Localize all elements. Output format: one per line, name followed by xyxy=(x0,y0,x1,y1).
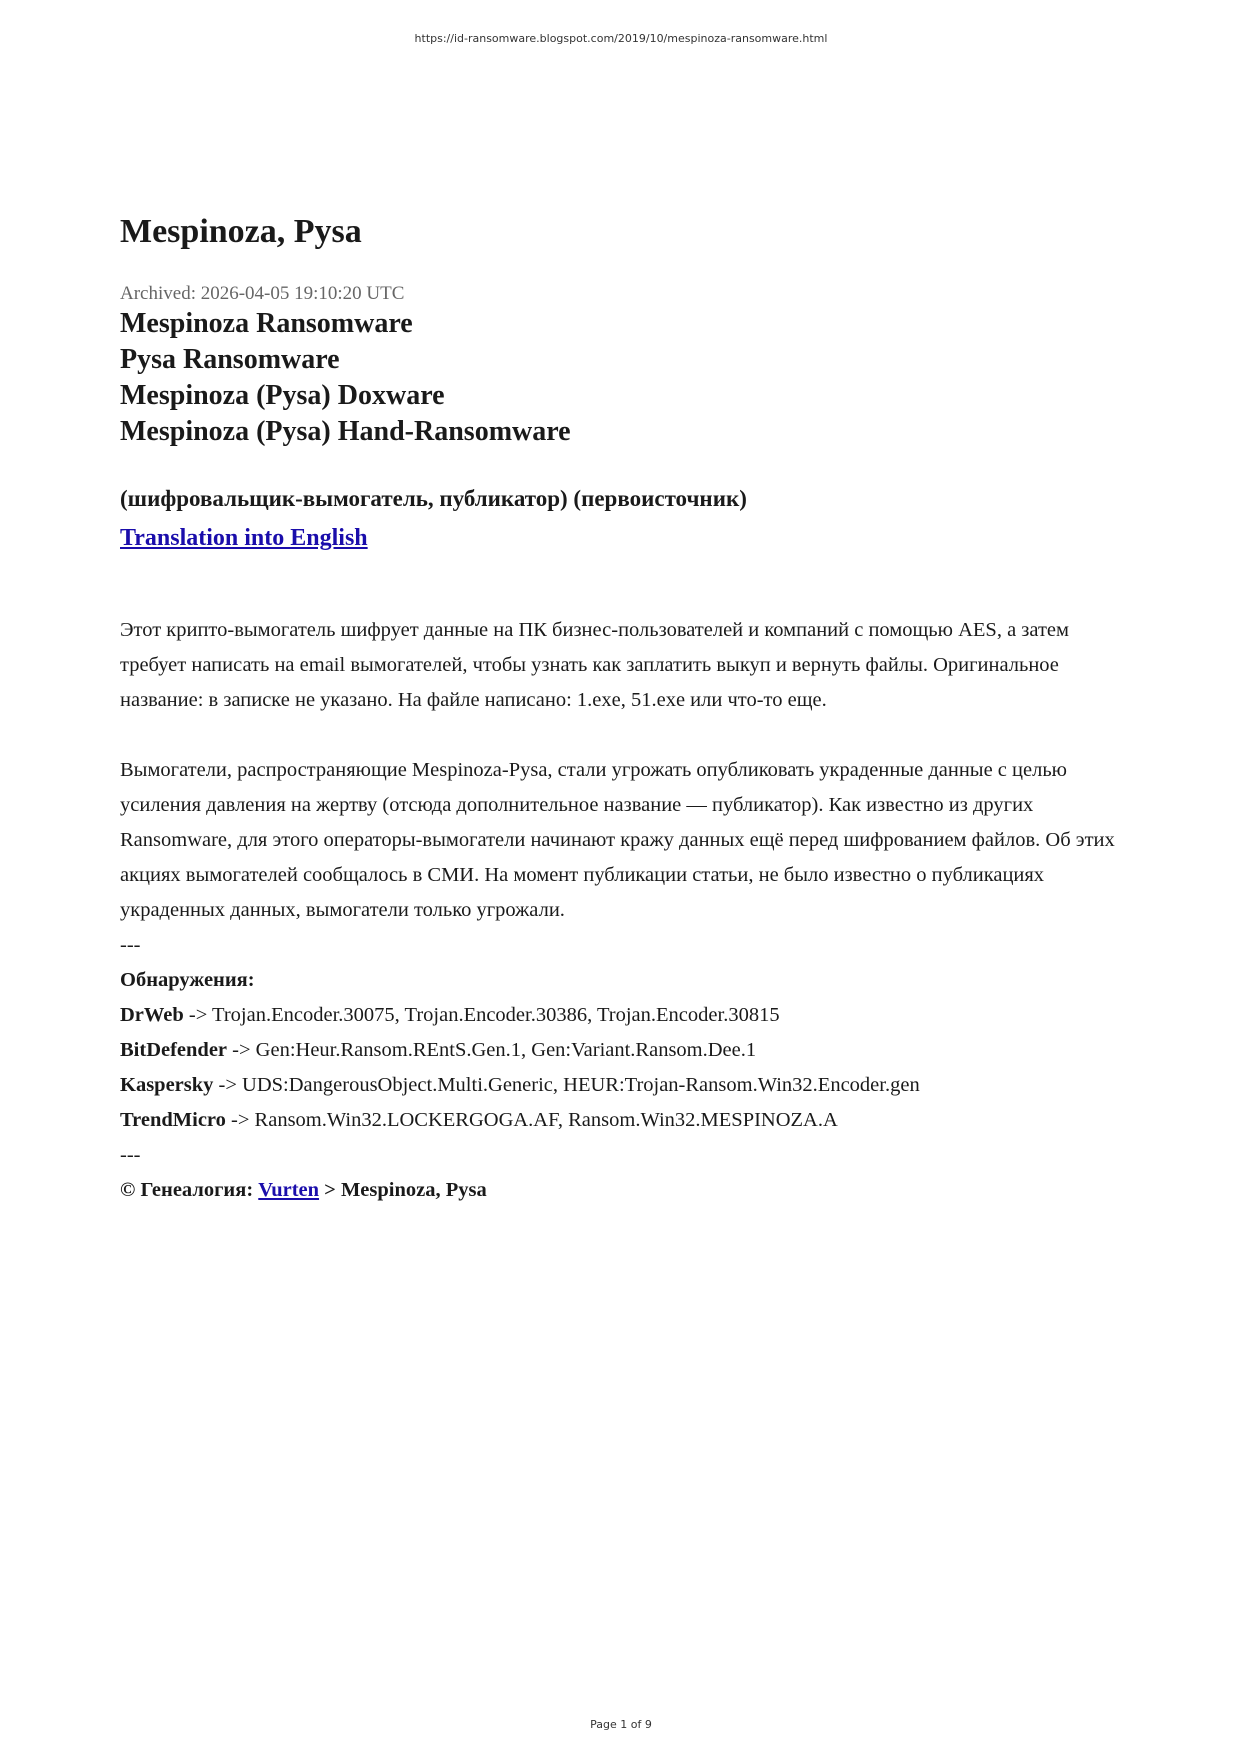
detection-row xyxy=(120,1068,1130,1103)
detection-vendor: TrendMicro xyxy=(120,1109,226,1131)
paragraph-threats: Вымогатели, распространяющие Mespinoza-Pysa, стали угрожать опубликовать украденные данные с целью усиления давления на жертву (отсюда дополнительное название — публикатор). Как известно из других Ransomware, для этого операторы-вымогатели начинают кражу данных ещё перед шифрованием файлов. Об этих акциях вымогателей сообщалось в СМИ. На момент публикации статьи, не было известно о публикациях украденных данных, вымогатели только угрожали. xyxy=(120,759,1115,921)
detection-vendor: Kaspersky xyxy=(120,1074,214,1096)
detection-vendor: DrWeb xyxy=(120,1004,184,1026)
detection-row xyxy=(120,1103,1130,1138)
detection-result: -> UDS:DangerousObject.Multi.Generic, HEUR:Trojan-Ransom.Win32.Encoder.gen xyxy=(213,1074,920,1096)
description-line: (шифровальщик-вымогатель, публикатор) (первоисточник) xyxy=(120,486,747,511)
detection-result: -> Trojan.Encoder.30075, Trojan.Encoder.30386, Trojan.Encoder.30815 xyxy=(183,1004,780,1026)
detections-label: Обнаружения: xyxy=(120,969,255,991)
separator: --- xyxy=(120,934,141,956)
detection-result: -> Ransom.Win32.LOCKERGOGA.AF, Ransom.Win32.MESPINOZA.A xyxy=(225,1109,838,1131)
archived-timestamp: Archived: 2026-04-05 19:10:20 UTC xyxy=(120,283,405,304)
subtitle-doxware: Mespinoza (Pysa) Doxware xyxy=(120,380,445,411)
subtitle-hand-ransomware: Mespinoza (Pysa) Hand-Ransomware xyxy=(120,416,571,447)
detections-label-row xyxy=(120,963,1130,998)
article xyxy=(120,210,1130,1208)
page-title: Mespinoza, Pysa xyxy=(120,213,362,250)
genealogy-prefix: © Генеалогия: xyxy=(120,1179,259,1201)
genealogy-link[interactable]: Vurten xyxy=(258,1179,320,1201)
detection-result: -> Gen:Heur.Ransom.REntS.Gen.1, Gen:Variant.Ransom.Dee.1 xyxy=(227,1039,757,1061)
page-url: https://id-ransomware.blogspot.com/2019/10/mespinoza-ransomware.html xyxy=(414,32,828,45)
separator: --- xyxy=(120,1144,141,1166)
translation-row xyxy=(120,523,1130,553)
detection-row xyxy=(120,1033,1130,1068)
paragraph-intro: Этот крипто-вымогатель шифрует данные на ПК бизнес-пользователей и компаний с помощью AES, а затем требует написать на email вымогателей, чтобы узнать как заплатить выкуп и вернуть файлы. Оригинальное название: в записке не указано. На файле написано: 1.exe, 51.exe или что-то еще. xyxy=(120,619,1069,711)
detection-row xyxy=(120,998,1130,1033)
page-number: Page 1 of 9 xyxy=(590,1718,652,1731)
genealogy-suffix: > Mespinoza, Pysa xyxy=(319,1179,487,1201)
subtitle-pysa-ransomware: Pysa Ransomware xyxy=(120,344,340,375)
subtitle-mespinoza-ransomware: Mespinoza Ransomware xyxy=(120,308,413,339)
detection-vendor: BitDefender xyxy=(120,1039,228,1061)
genealogy-row xyxy=(120,1173,1130,1208)
translation-link[interactable]: Translation into English xyxy=(120,525,368,551)
